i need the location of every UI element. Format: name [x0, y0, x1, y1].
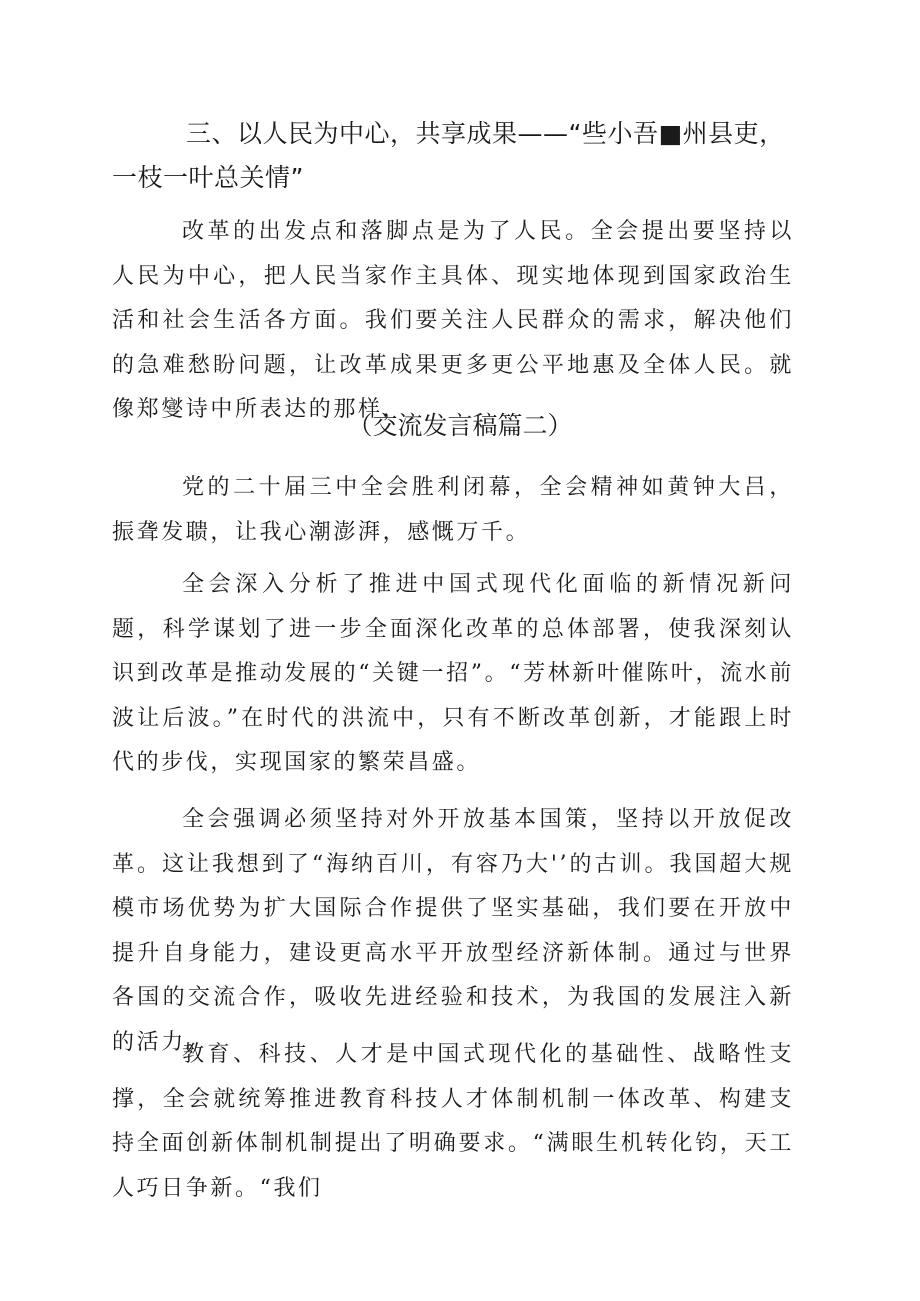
article-subtitle: （交流发言稿篇二）: [347, 411, 573, 440]
paragraph-opening-up: 全会强调必须坚持对外开放基本国策，坚持以开放促改革。这让我想到了“海纳百川，有容乃大'’的古训。我国超大规模市场优势为扩大国际合作提供了坚实基础，我们要在开放中提升自身能力，建设更高水平开放型经济新体制。通过与世界各国的交流合作，吸收先进经验和技术，为我国的发展注入新的活力。: [112, 807, 794, 1055]
paragraph-plenary-closing: 党的二十届三中全会胜利闭幕，全会精神如黄钟大吕，振聋发聩，让我心潮澎湃，感慨万千。: [112, 475, 794, 545]
paragraph-people-centered: 改革的出发点和落脚点是为了人民。全会提出要坚持以人民为中心，把人民当家作主具体、现实地体现到国家政治生活和社会生活各方面。我们要关注人民群众的需求，解决他们的急难愁盼问题，让改革成果更多更公平地惠及全体人民。就像郑燮诗中所表达的那样，: [112, 219, 794, 422]
section-heading: 三、以人民为中心，共享成果——“些小吾■州县吏，一枝一叶总关情”: [112, 119, 785, 192]
paragraph-education-tech: 教育、科技、人才是中国式现代化的基础性、战略性支撑，全会就统筹推进教育科技人才体制机制一体改革、构建支持全面创新体制机制提出了明确要求。“满眼生机转化钧，天工人巧日争新。“我们: [112, 1042, 794, 1201]
paragraph-reform-key: 全会深入分析了推进中国式现代化面临的新情况新问题，科学谋划了进一步全面深化改革的总体部署，使我深刻认识到改革是推动发展的“关键一招”。“芳林新叶催陈叶，流水前波让后波。”在时代的洪流中，只有不断改革创新，才能跟上时代的步伐，实现国家的繁荣昌盛。: [112, 572, 794, 775]
